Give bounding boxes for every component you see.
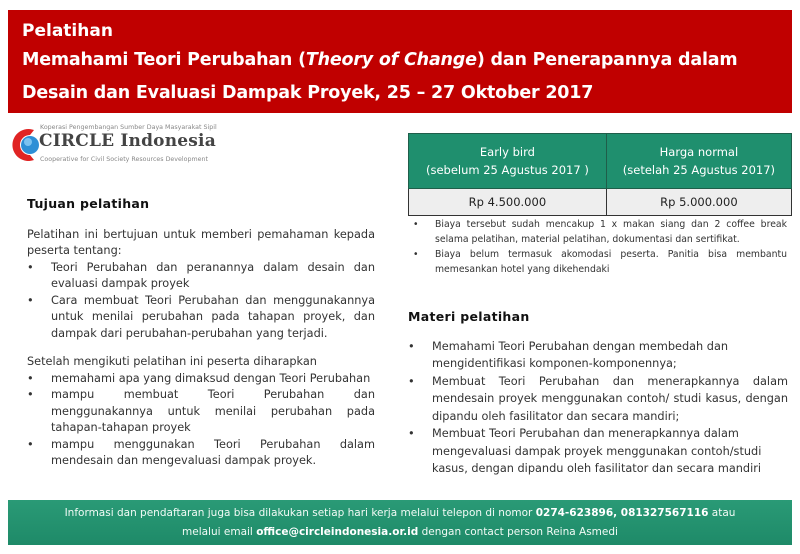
- materi-heading: Materi pelatihan: [408, 309, 530, 324]
- footer-text: Informasi dan pendaftaran juga bisa dilakukan setiap hari kerja melalui telepon di nomor: [64, 507, 536, 519]
- column-title: Harga normal: [659, 145, 739, 159]
- column-subtitle: (sebelum 25 Agustus 2017 ): [425, 163, 589, 177]
- footer-text: dengan contact person Reina Asmedi: [418, 526, 618, 538]
- list-item: • Teori Perubahan dan peranannya dalam desain dan evaluasi dampak proyek: [27, 260, 375, 293]
- list-item: • Cara membuat Teori Perubahan dan menggunakannya untuk menilai perubahan pada tahapan proyek, dan dampak dari perubahan-perubahan yang terjadi.: [27, 293, 375, 343]
- list-item: • memahami apa yang dimaksud dengan Teori Perubahan: [27, 371, 375, 388]
- title-text: Memahami Teori Perubahan (: [22, 50, 306, 70]
- contact-footer: [8, 500, 792, 545]
- list-item: • mampu menggunakan Teori Perubahan dalam mendesain dan mengevaluasi dampak proyek.: [27, 437, 375, 470]
- tujuan-intro: Pelatihan ini bertujuan untuk memberi pemahaman kepada peserta tentang:: [27, 227, 375, 257]
- normal-price-header: [606, 134, 791, 189]
- tujuan-section: [27, 196, 375, 470]
- banner-label: Pelatihan: [22, 21, 113, 41]
- logo-name: CIRCLE Indonesia: [39, 131, 216, 151]
- banner-title-line-1: [22, 44, 792, 77]
- early-bird-price: Rp 4.500.000: [409, 189, 607, 216]
- pricing-header-row: [409, 134, 792, 189]
- list-item: • Memahami Teori Perubahan dengan membedah dan mengidentifikasi komponen-komponennya;: [408, 338, 788, 373]
- phone-numbers[interactable]: 0274-623896, 081327567116: [535, 507, 709, 519]
- title-italic-text: Theory of Change: [305, 50, 477, 70]
- banner-title-line-2: Desain dan Evaluasi Dampak Proyek, 25 – 27 Oktober 2017: [22, 83, 594, 103]
- pricing-table: [408, 133, 792, 216]
- column-subtitle: (setelah 25 Agustus 2017): [622, 163, 776, 177]
- early-bird-header: [409, 134, 607, 189]
- footer-text: atau: [708, 507, 736, 519]
- pricing-value-row: [409, 189, 792, 216]
- list-item: • Biaya tersebut sudah mencakup 1 x makan siang dan 2 coffee break selama pelatihan, material pelatihan, dokumentasi dan sertifikat.: [413, 217, 787, 247]
- logo-tagline-top: Koperasi Pengembangan Sumber Daya Masyarakat Sipil: [40, 124, 217, 131]
- title-banner: [8, 10, 792, 113]
- circle-logo-icon: [8, 126, 42, 164]
- outcome-intro: Setelah mengikuti pelatihan ini peserta diharapkan: [27, 355, 317, 368]
- tujuan-list: [27, 260, 375, 343]
- title-text: ) dan Penerapannya dalam: [476, 50, 738, 70]
- tujuan-heading: Tujuan pelatihan: [27, 196, 150, 211]
- materi-list: [408, 338, 788, 478]
- footer-text: melalui email: [182, 526, 257, 538]
- list-item: • Membuat Teori Perubahan dan menerapkannya dalam mendesain proyek menggunakan contoh/ studi kasus, dengan dipandu oleh fasilitator dan secara mandiri;: [408, 373, 788, 426]
- materi-section: [408, 308, 788, 478]
- footer-line-2: [8, 523, 792, 542]
- column-title: Early bird: [479, 145, 535, 159]
- outcome-list: [27, 371, 375, 470]
- pricing-notes: [413, 217, 787, 277]
- list-item: • mampu membuat Teori Perubahan dan menggunakannya untuk menilai perubahan pada tahapan-tahapan proyek: [27, 387, 375, 437]
- circle-indonesia-logo: [8, 124, 228, 166]
- list-item: • Membuat Teori Perubahan dan menerapkannya dalam mengevaluasi dampak proyek menggunakan contoh/studi kasus, dengan dipandu oleh fasilitator dan secara mandiri: [408, 425, 788, 478]
- footer-line-1: [8, 504, 792, 523]
- logo-tagline-bottom: Cooperative for Civil Society Resources Development: [40, 156, 208, 163]
- list-item: • Biaya belum termasuk akomodasi peserta. Panitia bisa membantu memesankan hotel yang dikehendaki: [413, 247, 787, 277]
- email-link[interactable]: office@circleindonesia.or.id: [256, 526, 419, 538]
- normal-price: Rp 5.000.000: [606, 189, 791, 216]
